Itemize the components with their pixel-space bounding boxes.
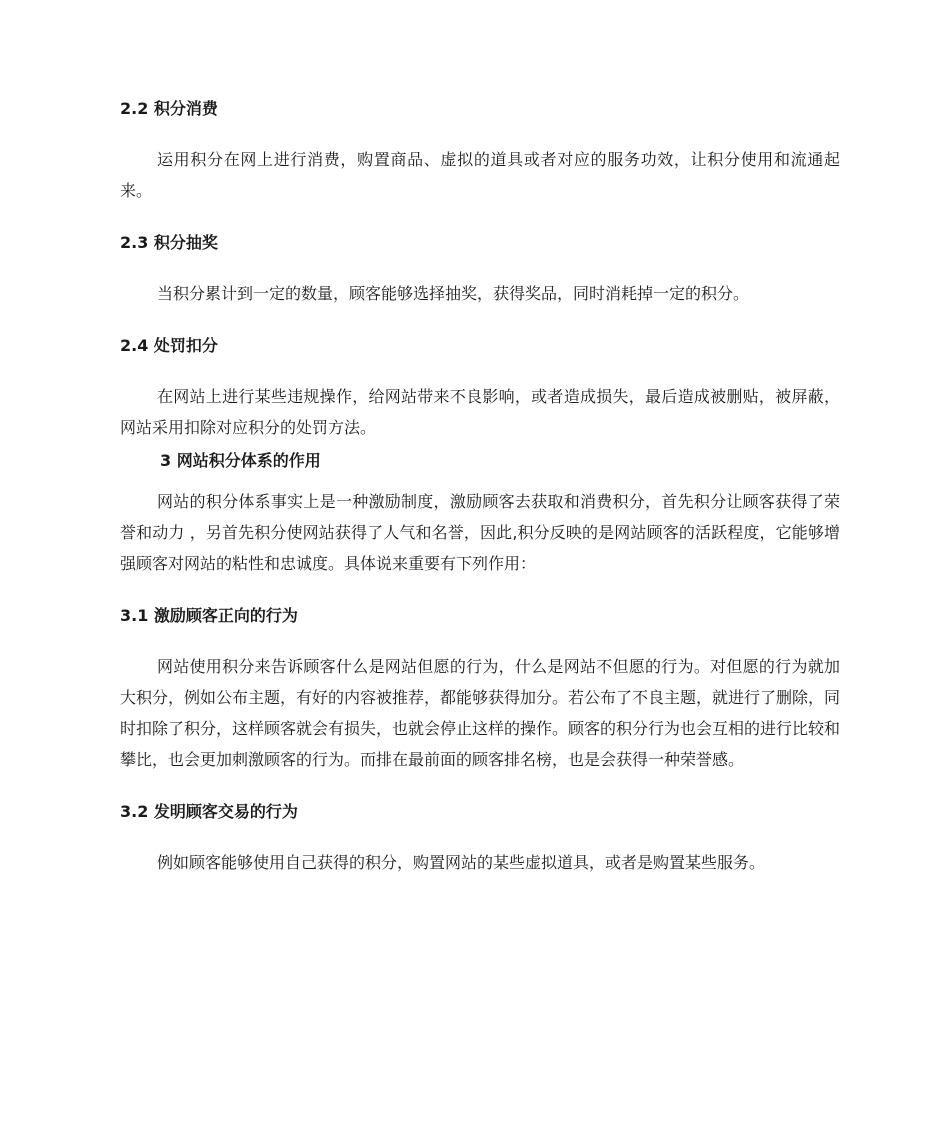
section-heading-3: 3 网站积分体系的作用 [160, 451, 321, 470]
section-paragraph-2-3: 当积分累计到一定的数量，顾客能够选择抽奖，获得奖品，同时消耗掉一定的积分。 [157, 284, 750, 303]
section-paragraph-3: 网站的积分体系事实上是一种激励制度，激励顾客去获取和消费积分，首先积分让顾客获得了荣誉和动力 ，另首先积分使网站获得了人气和名誉，因此,积分反映的是网站顾客的活跃程度，它能够增强顾客对网站的粘性和忠诚度。具体说来重要有下列作用： [120, 492, 840, 573]
section-paragraph-3-1: 网站使用积分来告诉顾客什么是网站但愿的行为，什么是网站不但愿的行为。对但愿的行为就加大积分，例如公布主题，有好的内容被推荐，都能够获得加分。若公布了不良主题，就进行了删除，同时扣除了积分，这样顾客就会有损失，也就会停止这样的操作。顾客的积分行为也会互相的进行比较和攀比，也会更加刺激顾客的行为。而排在最前面的顾客排名榜，也是会获得一种荣誉感。 [120, 657, 841, 769]
section-heading-3-2: 3.2 发明顾客交易的行为 [120, 802, 298, 821]
section-heading-2-3: 2.3 积分抽奖 [120, 233, 218, 252]
section-heading-3-1: 3.1 激励顾客正向的行为 [120, 606, 298, 625]
section-paragraph-3-2: 例如顾客能够使用自己获得的积分，购置网站的某些虚拟道具，或者是购置某些服务。 [157, 853, 766, 872]
section-heading-2-2: 2.2 积分消费 [120, 99, 218, 118]
section-paragraph-2-4: 在网站上进行某些违规操作，给网站带来不良影响，或者造成损失，最后造成被删贴，被屏蔽，网站采用扣除对应积分的处罚方法。 [120, 387, 840, 437]
section-paragraph-2-2: 运用积分在网上进行消费，购置商品、虚拟的道具或者对应的服务功效，让积分使用和流通起来。 [120, 150, 840, 200]
section-heading-2-4: 2.4 处罚扣分 [120, 336, 218, 355]
